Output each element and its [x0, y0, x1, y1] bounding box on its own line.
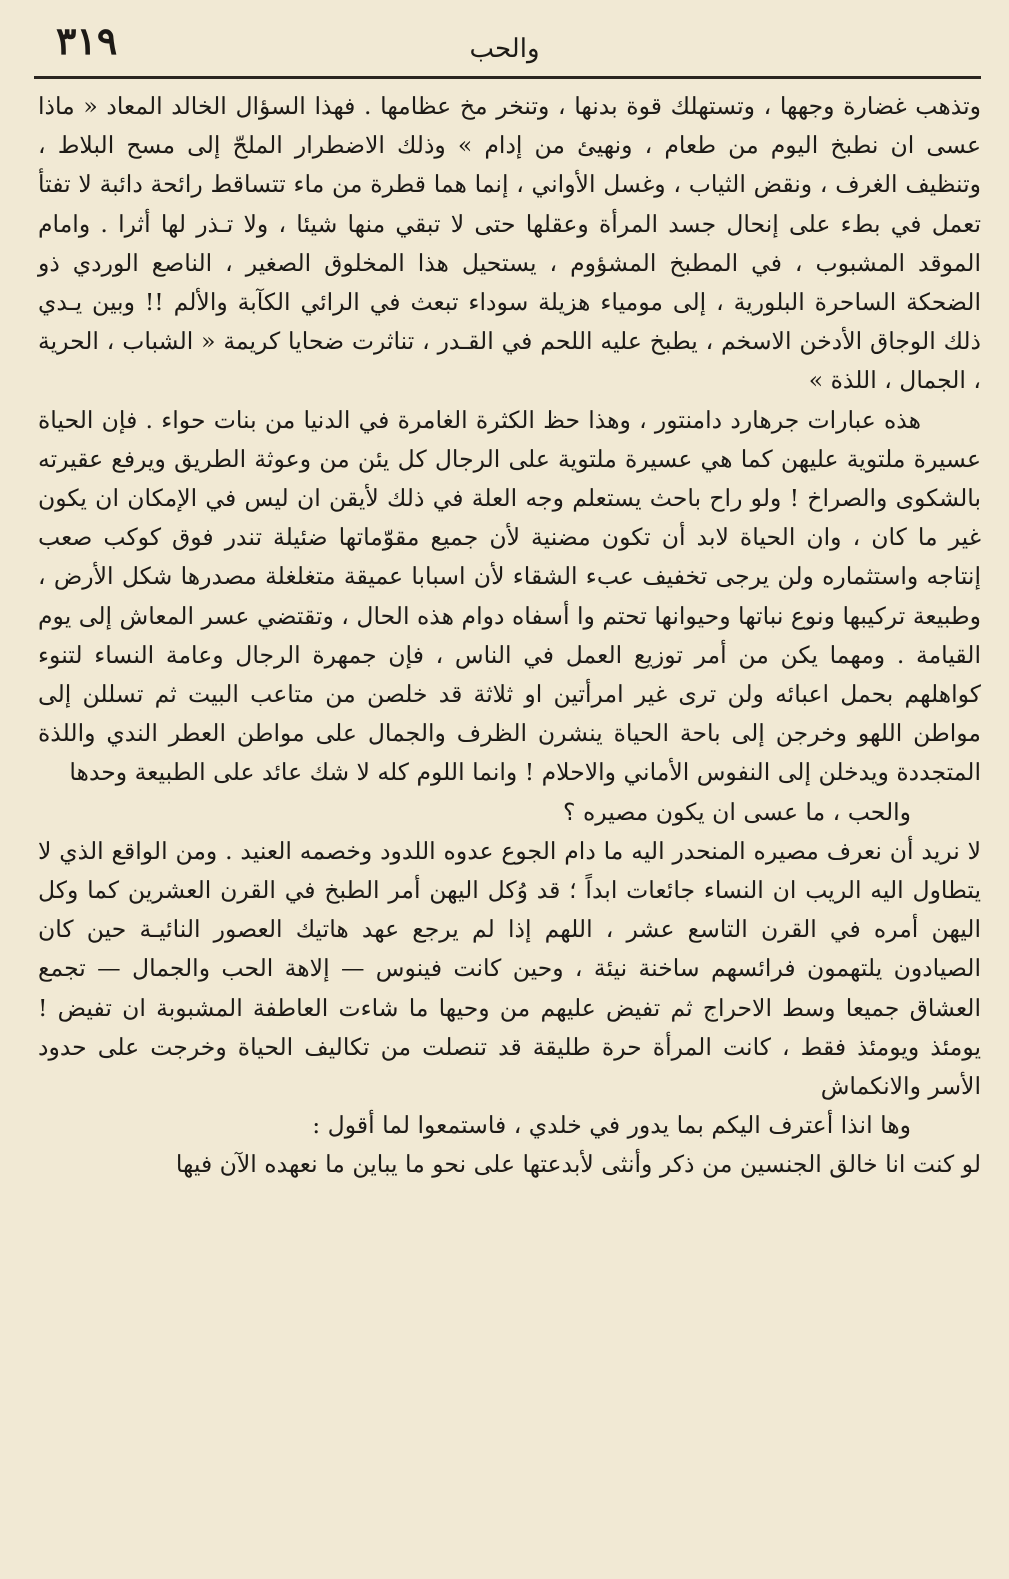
question-line: والحب ، ما عسى ان يكون مصيره ؟ [563, 797, 911, 826]
paragraph-quote-attribution: هذه عبارات جرهارد دامنتور ، وهذا حظ الكثرة الغامرة في الدنيا من بنات حواء . فإن الحياة عسيرة ملتوية عليهن كما هي عسيرة ملتوية على الرجال كل يئن من وعوثة الطريق ويرفع عقيرته بالشكوى والصراخ ! ولو راح باحث يستعلم وجه العلة في ذلك لأيقن ان ليس في الإمكان ان يكون غير ما كان ، وان الحياة لابد أن تكون مضنية لأن جميع مقوّماتها ضئيلة تندر فوق كوكب صعب إنتاجه واستثماره ولن يرجى تخفيف عبء الشقاء لأن اسبابا عميقة متغلغلة مصدرها شكل الأرض ، وطبيعة تركيبها ونوع نباتها وحيوانها تحتم وا أسفاه دوام هذه الحال ، وتقتضي عسر المعاش إلى يوم القيامة . ومهما يكن من أمر توزيع العمل في الناس ، فإن جمهرة الرجال وعامة النساء لتنوء كواهلهم بحمل اعبائه ولن ترى غير امرأتين او ثلاثة قد خلصن من متاعب البيت ثم تسللن إلى مواطن اللهو وخرجن إلى باحة الحياة ينشرن الظرف والجمال على مواطن العطر الندي واللذة المتجددة ويدخلن إلى النفوس الأماني والاحلام ! وانما اللوم كله لا شك عائد على الطبيعة وحدها [38, 405, 981, 787]
running-title: والحب [469, 34, 540, 64]
page-body [18, 87, 991, 1185]
header-rule [34, 76, 981, 79]
paragraph-hunger: لا نريد أن نعرف مصيره المنحدر اليه ما دام الجوع عدوه اللدود وخصمه العنيد . ومن الواقع الذي لا يتطاول اليه الريب ان النساء جائعات ابداً ؛ قد وُكل اليهن أمر الطبخ في القرن العشرين كما وكل اليهن أمره في القرن التاسع عشر ، اللهم إذا لم يرجع عهد هاتيك العصور النائيـة حين كان الصيادون يلتهمون فرائسهم ساخنة نيئة ، وحين كانت فينوس — إلاهة الحب والجمال — تجمع العشاق جميعا وسط الاحراج ثم تفيض عليهم من وحيها ما شاءت العاطفة المشبوبة ان تفيض ! يومئذ ويومئذ فقط ، كانت المرأة حرة طليقة قد تنصلت من تكاليف الحياة وخرجت على حدود الأسر والانكماش [38, 836, 981, 1101]
page-header [18, 14, 991, 74]
paragraph-continuation: وتذهب غضارة وجهها ، وتستهلك قوة بدنها ، وتنخر مخ عظامها . فهذا السؤال الخالد المعاد « ماذا عسى ان نطبخ اليوم من طعام ، ونهيئ من إدام » وذلك الاضطرار الملحّ إلى مسح البلاط ، وتنظيف الغرف ، ونقض الثياب ، وغسل الأواني ، إنما هما قطرة من ماء تتساقط رائحة دائبة لا تفتأ تعمل في بطء على إنحال جسد المرأة وعقلها حتى لا تبقي منها شيئا ، ولا تـذر لها أثرا . وامام الموقد المشبوب ، في المطبخ المشؤوم ، يستحيل هذا المخلوق الصغير ، الناصع الوردي ذو الضحكة الساحرة البلورية ، إلى مومياء هزيلة سوداء تبعث في الرائي الكآبة والألم !! وبين يـدي ذلك الوجاق الأدخن الاسخم ، يطبخ عليه اللحم في القـدر ، تناثرت ضحايا كريمة « الشباب ، الحرية ، الجمال ، اللذة » [38, 92, 981, 395]
confession-line: وها انذا أعترف اليكم بما يدور في خلدي ، فاستمعوا لما أقول : [312, 1111, 911, 1140]
page-number: ٣١٩ [56, 18, 118, 63]
paragraph-final: لو كنت انا خالق الجنسين من ذكر وأنثى لأبدعتها على نحو ما يباين ما نعهده الآن فيها [175, 1150, 981, 1179]
